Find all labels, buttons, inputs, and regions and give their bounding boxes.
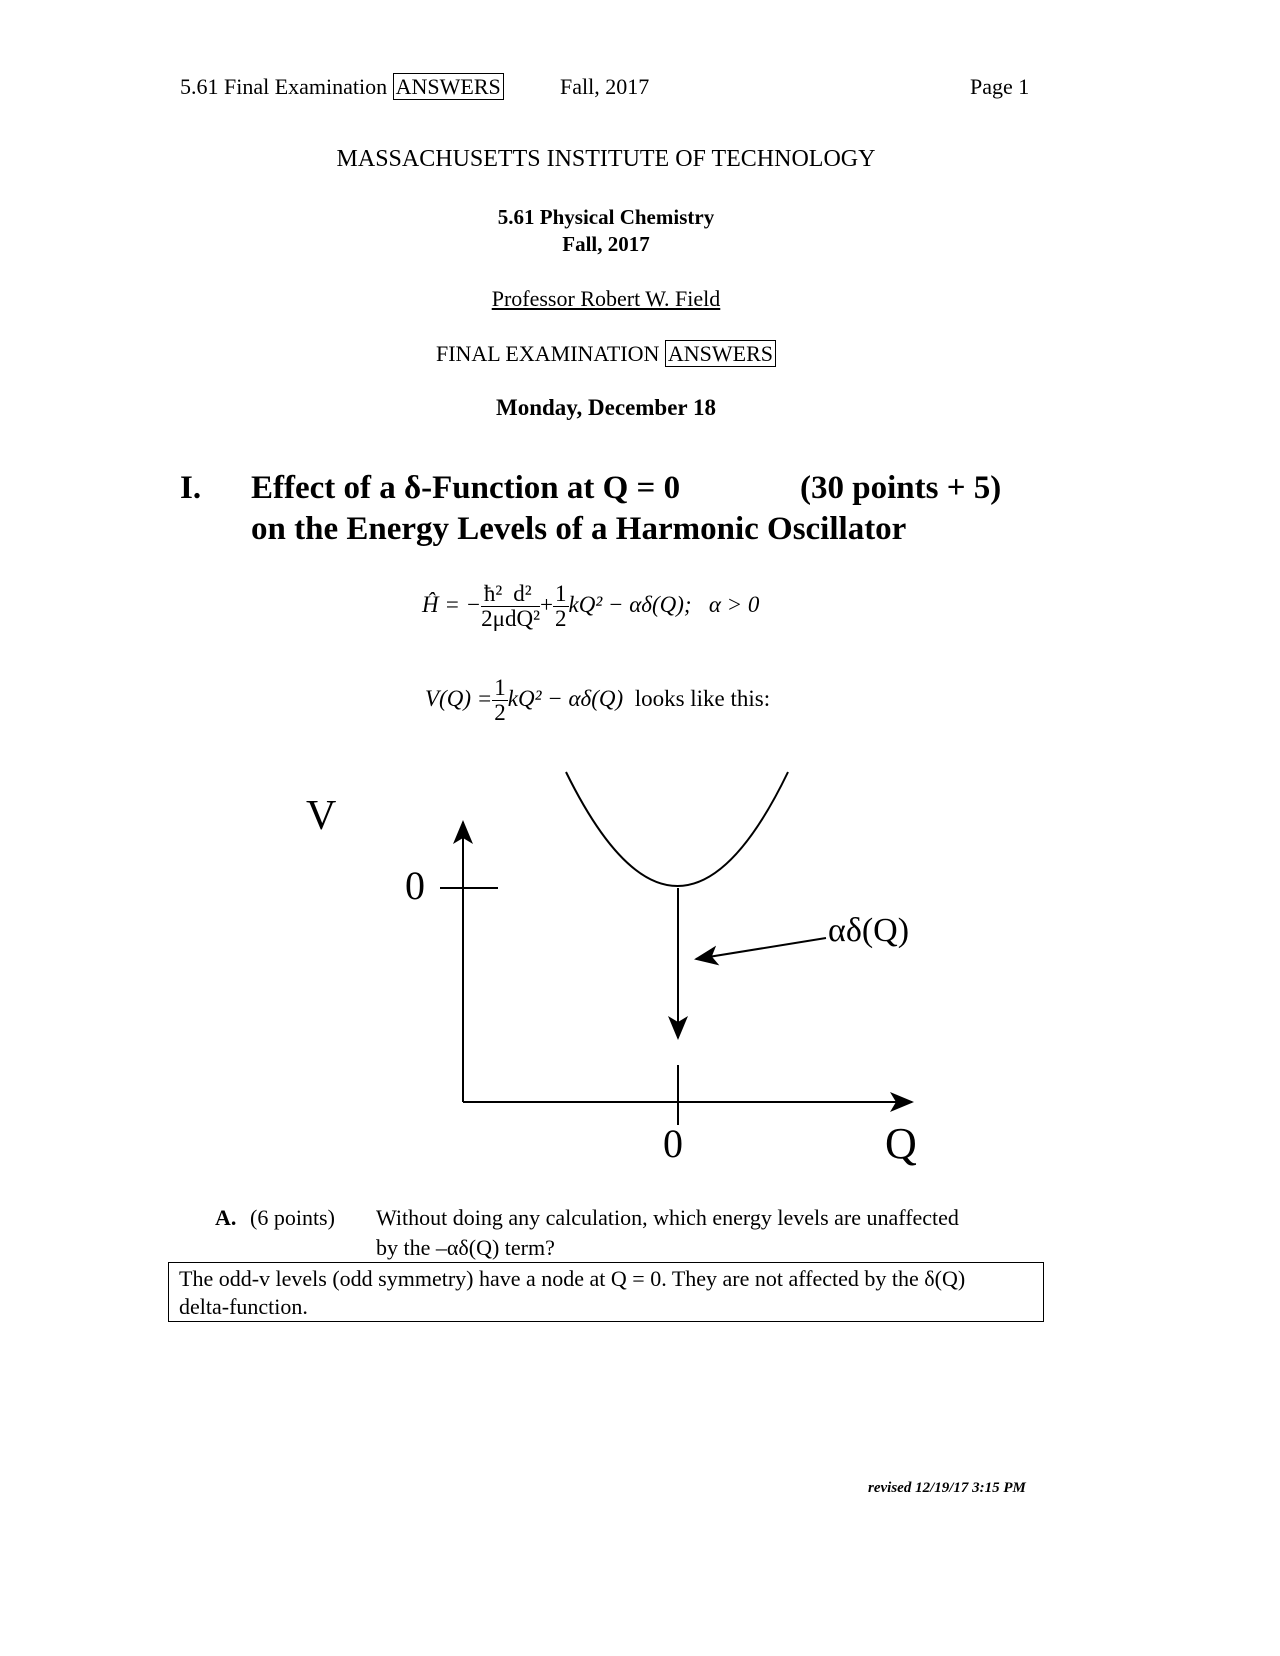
label-arrow (696, 938, 826, 959)
zero-y-label: 0 (405, 863, 425, 908)
revision-footer: revised 12/19/17 3:15 PM (868, 1480, 1026, 1496)
question-label: A. (215, 1205, 237, 1230)
answer-line2: delta-function. (179, 1294, 308, 1319)
course-term: Fall, 2017 (562, 232, 650, 256)
exam-title-line: FINAL EXAMINATION ANSWERS (0, 341, 1212, 367)
answers-tag: ANSWERS (393, 73, 504, 100)
delta-label: αδ(Q) (828, 912, 910, 949)
course-title: 5.61 Physical Chemistry (497, 205, 715, 229)
answer-line1: The odd-v levels (odd symmetry) have a node at Q = 0. They are not affected by the δ(Q) (179, 1266, 966, 1291)
section-points: (30 points + 5) (800, 470, 1002, 506)
question-points: (6 points) (250, 1205, 335, 1230)
question-line1: Without doing any calculation, which energy levels are unaffected (376, 1205, 959, 1230)
zero-x-label: 0 (663, 1121, 683, 1166)
question-line2: by the –αδ(Q) term? (376, 1235, 555, 1260)
answer-box (168, 1262, 1044, 1322)
header-term: Fall, 2017 (560, 74, 650, 99)
q-axis-label: Q (885, 1119, 917, 1168)
section-title-line1: Effect of a δ-Function at Q = 0 (251, 470, 681, 506)
header-page: Page 1 (970, 74, 1030, 99)
parabola (566, 772, 788, 886)
exam-date: Monday, December 18 (496, 395, 716, 420)
institution: MASSACHUSETTS INSTITUTE OF TECHNOLOGY (336, 146, 876, 172)
professor: Professor Robert W. Field (491, 286, 721, 311)
exam-answers-tag: ANSWERS (665, 340, 776, 367)
v-axis-label: V (306, 793, 337, 839)
header-course: 5.61 Final Examination ANSWERS (180, 74, 504, 100)
section-title-line2: on the Energy Levels of a Harmonic Oscillator (251, 511, 907, 547)
section-number: I. (180, 470, 202, 506)
potential-equation: V(Q) = $\frac{1}{2}$ kQ² − αδ(Q) looks like this: (425, 675, 771, 725)
hamiltonian-equation: Ĥ = − $\frac{\text{ħ²}}{2\mu}$ $\frac{\text{d²}}{\text{dQ²}}$ + $\frac{1}{2}$ kQ² − αδ(Q); α > 0 (422, 581, 760, 631)
